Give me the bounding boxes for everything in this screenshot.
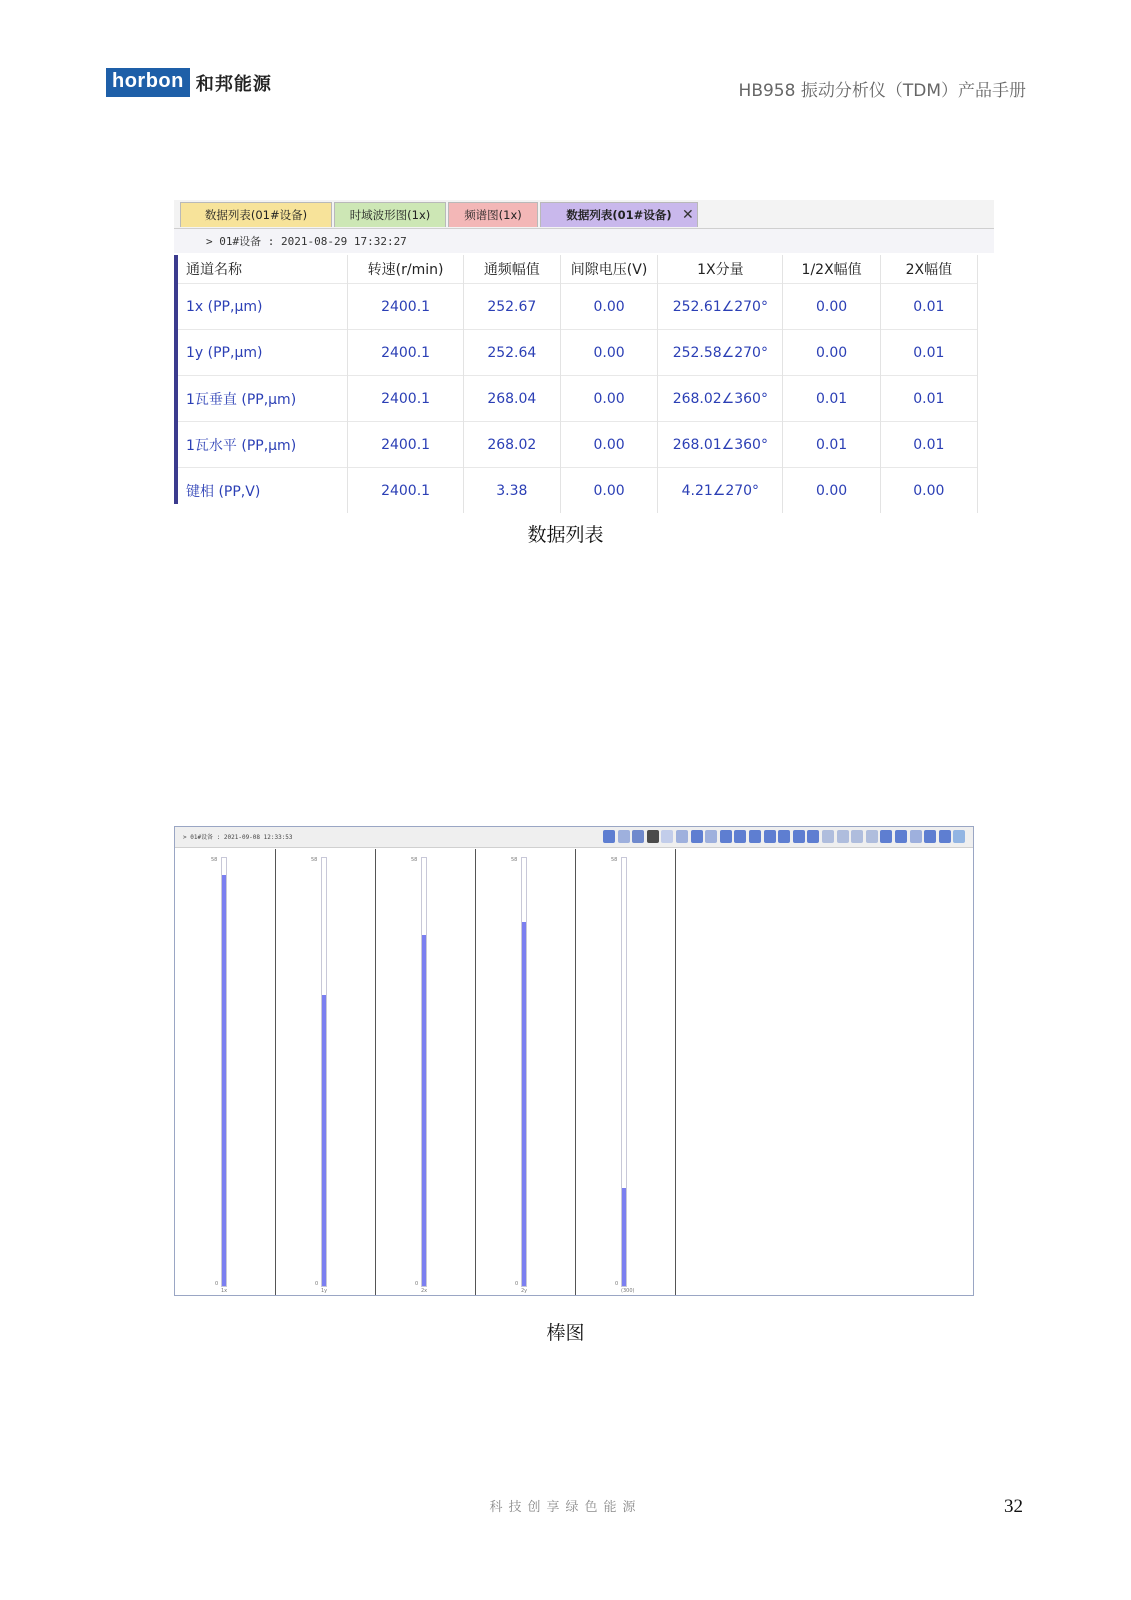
table-cell: 0.01 <box>880 284 977 330</box>
toolbar-tool-icon[interactable] <box>793 830 805 843</box>
bar-panel <box>475 849 576 1295</box>
y-min-label: 0 <box>615 1281 619 1287</box>
bar-track <box>521 857 527 1287</box>
tab-time-waveform[interactable]: 时域波形图(1x) <box>334 202 446 227</box>
y-max-label: 58 <box>211 857 218 863</box>
y-min-label: 0 <box>415 1281 419 1287</box>
toolbar-tool-icon[interactable] <box>866 830 878 843</box>
toolbar-tool-icon[interactable] <box>895 830 907 843</box>
table-cell: 0.01 <box>880 330 977 376</box>
table-cell: 0.01 <box>783 376 880 422</box>
tab-spectrum[interactable]: 频谱图(1x) <box>448 202 538 227</box>
table-cell: 268.02 <box>463 422 560 468</box>
tab-data-list-active[interactable]: 数据列表(01#设备) <box>540 202 698 227</box>
table-cell: 252.61∠270° <box>658 284 783 330</box>
toolbar-tool-icon[interactable] <box>822 830 834 843</box>
column-header: 通频幅值 <box>463 255 560 284</box>
bar-panel <box>275 849 376 1295</box>
table-cell: 252.67 <box>463 284 560 330</box>
y-max-label: 58 <box>311 857 318 863</box>
bar-panel <box>175 849 276 1295</box>
bar-track <box>421 857 427 1287</box>
bar-panel <box>575 849 676 1295</box>
close-icon[interactable]: ✕ <box>682 207 694 223</box>
chart-toolbar <box>175 827 973 848</box>
table-cell: 268.04 <box>463 376 560 422</box>
table-cell: 0.00 <box>880 468 977 514</box>
table-row[interactable] <box>178 330 978 376</box>
bar-panel <box>375 849 476 1295</box>
table-row[interactable] <box>178 376 978 422</box>
toolbar-tool-icon[interactable] <box>661 830 673 843</box>
table-cell: 0.00 <box>560 468 657 514</box>
data-table <box>178 255 978 513</box>
table-cell: 0.00 <box>560 376 657 422</box>
column-header: 2X幅值 <box>880 255 977 284</box>
figure-caption: 数据列表 <box>527 524 604 546</box>
toolbar-tool-icon[interactable] <box>837 830 849 843</box>
y-max-label: 58 <box>411 857 418 863</box>
table-row[interactable] <box>178 468 978 514</box>
column-header: 1/2X幅值 <box>783 255 880 284</box>
y-min-label: 0 <box>215 1281 219 1287</box>
table-cell: 252.58∠270° <box>658 330 783 376</box>
bar-panels <box>175 849 975 1295</box>
table-cell: 0.01 <box>880 422 977 468</box>
toolbar-tool-icon[interactable] <box>603 830 615 843</box>
logo-wordmark: horbon <box>106 68 190 97</box>
toolbar-tool-icon[interactable] <box>705 830 717 843</box>
logo-chinese-name: 和邦能源 <box>195 73 272 95</box>
table-cell: 0.00 <box>783 330 880 376</box>
table-cell: 0.01 <box>880 376 977 422</box>
column-header: 通道名称 <box>178 255 348 284</box>
bar-category-label: 1x <box>221 1288 228 1294</box>
tab-data-list[interactable]: 数据列表(01#设备) <box>180 202 332 227</box>
bar-category-label: 2x <box>421 1288 428 1294</box>
toolbar-tool-icon[interactable] <box>939 830 951 843</box>
tab-bar <box>174 200 994 229</box>
column-header: 1X分量 <box>658 255 783 284</box>
table-cell: 268.01∠360° <box>658 422 783 468</box>
bar-fill <box>222 875 226 1286</box>
table-cell: 0.00 <box>560 284 657 330</box>
toolbar-tool-icon[interactable] <box>618 830 630 843</box>
y-max-label: 58 <box>511 857 518 863</box>
bar-track <box>221 857 227 1287</box>
table-cell: 1瓦水平 (PP,μm) <box>178 422 348 468</box>
table-cell: 1瓦垂直 (PP,μm) <box>178 376 348 422</box>
toolbar-tool-icon[interactable] <box>807 830 819 843</box>
table-cell: 键相 (PP,V) <box>178 468 348 514</box>
bar-chart-screenshot <box>174 826 974 1296</box>
toolbar-tool-icon[interactable] <box>778 830 790 843</box>
column-header: 转速(r/min) <box>348 255 463 284</box>
table-cell: 1x (PP,μm) <box>178 284 348 330</box>
toolbar-tool-icon[interactable] <box>953 830 965 843</box>
table-cell: 1y (PP,μm) <box>178 330 348 376</box>
table-cell: 0.00 <box>783 468 880 514</box>
table-cell: 2400.1 <box>348 376 463 422</box>
toolbar-tool-icon[interactable] <box>676 830 688 843</box>
y-max-label: 58 <box>611 857 618 863</box>
toolbar-tool-icon[interactable] <box>647 830 659 843</box>
toolbar-tool-icon[interactable] <box>691 830 703 843</box>
data-list-screenshot <box>174 200 994 504</box>
y-min-label: 0 <box>315 1281 319 1287</box>
y-min-label: 0 <box>515 1281 519 1287</box>
document-title: HB958 振动分析仪（TDM）产品手册 <box>738 81 1026 101</box>
table-cell: 4.21∠270° <box>658 468 783 514</box>
figure-caption: 棒图 <box>546 1322 585 1344</box>
device-timestamp: > 01#设备 : 2021-08-29 17:32:27 <box>206 235 407 248</box>
table-cell: 252.64 <box>463 330 560 376</box>
toolbar-tool-icon[interactable] <box>764 830 776 843</box>
device-info-bar <box>174 229 994 253</box>
table-cell: 2400.1 <box>348 284 463 330</box>
bar-category-label: 2y <box>521 1288 528 1294</box>
table-cell: 0.00 <box>560 422 657 468</box>
bar-fill <box>322 995 326 1286</box>
toolbar-tool-icon[interactable] <box>880 830 892 843</box>
toolbar-tool-icon[interactable] <box>851 830 863 843</box>
table-cell: 0.00 <box>560 330 657 376</box>
bar-category-label: 1y <box>321 1288 328 1294</box>
bar-track <box>321 857 327 1287</box>
table-cell: 2400.1 <box>348 422 463 468</box>
bar-fill <box>622 1188 626 1286</box>
page-number: 32 <box>1004 1496 1023 1517</box>
table-cell: 268.02∠360° <box>658 376 783 422</box>
table-cell: 0.00 <box>783 284 880 330</box>
company-logo <box>106 68 272 97</box>
column-header: 间隙电压(V) <box>560 255 657 284</box>
toolbar-tool-icon[interactable] <box>720 830 732 843</box>
device-timestamp: > 01#设备 : 2021-09-08 12:33:53 <box>183 834 293 841</box>
table-cell: 2400.1 <box>348 468 463 514</box>
toolbar-tool-icon[interactable] <box>910 830 922 843</box>
bar-fill <box>422 935 426 1286</box>
bar-fill <box>522 922 526 1286</box>
footer-slogan: 科技创享绿色能源 <box>489 1500 642 1515</box>
table-row[interactable] <box>178 422 978 468</box>
toolbar-tool-icon[interactable] <box>749 830 761 843</box>
table-cell: 3.38 <box>463 468 560 514</box>
toolbar-tool-icon[interactable] <box>734 830 746 843</box>
table-header-row <box>178 255 978 284</box>
toolbar-tool-icon[interactable] <box>924 830 936 843</box>
bar-category-label: (300) <box>621 1288 635 1294</box>
table-row[interactable] <box>178 284 978 330</box>
bar-track <box>621 857 627 1287</box>
toolbar-tool-icon[interactable] <box>632 830 644 843</box>
table-cell: 0.01 <box>783 422 880 468</box>
table-cell: 2400.1 <box>348 330 463 376</box>
